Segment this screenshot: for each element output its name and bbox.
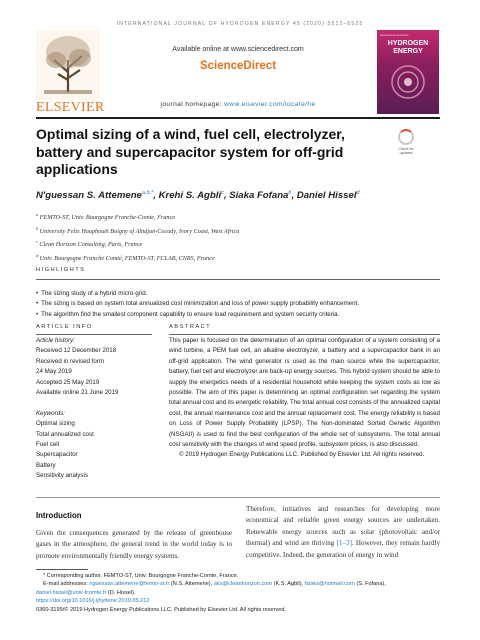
affiliation-item (36, 237, 440, 251)
journal-citation-line: INTERNATIONAL JOURNAL OF HYDROGEN ENERGY 45 (2020) 5512–5525 (116, 21, 364, 27)
elsevier-logo (36, 30, 105, 115)
introduction-heading: Introduction (36, 511, 82, 520)
article-info-heading: ARTICLE INFO (36, 324, 93, 330)
keyword-item: Supercapacitor (36, 451, 78, 459)
check-updates-icon (398, 129, 414, 145)
highlight-item: • The algorithm find the smallest component capability to ensure load requirement and system security criteria. (36, 310, 440, 320)
article-title: Optimal sizing of a wind, fuel cell, electrolyzer, battery and supercapacitor system for off-grid applications (36, 126, 345, 177)
article-info (36, 336, 146, 482)
email-owner: (K.S. Agbli), (272, 581, 305, 588)
affiliation-sup: b (36, 225, 39, 231)
affiliation-text: University Felix Houphouët Boigny of Abidjan-Cocody, Ivory Coast, West Africa (39, 227, 240, 235)
abstract-heading: ABSTRACT (169, 324, 212, 330)
keyword-item: Sensitivity analysis (36, 472, 88, 480)
homepage-label: journal homepage: (160, 101, 225, 108)
highlight-item: • The sizing is based on system total annualized cost minimization and loss of power supply probability enhancement. (36, 299, 440, 309)
affiliation-sup: c (36, 239, 38, 245)
issn-copyright: 0360-3199/© 2019 Hydrogen Energy Publications LLC. Published by Elsevier Ltd. All rights reserved. (36, 606, 287, 613)
intro-right-column (246, 504, 440, 561)
affiliation-item (36, 251, 440, 265)
body-rule (36, 497, 440, 498)
abstract-text: This paper is focused on the determination of an optimal configuration of a system consisting of a wind turbine, a PEM fuel cell, an alkaline electrolyzer, a battery and a supercapacitor bank in an off-grid application. The wind generator is used as the main source while the supercapacitor, battery, fuel cell and electrolyzer are back-up energy sources. This hybrid system should be able to supply the energetics needs of a residential household while keeping the system costs as low as possible. The aim of this paper is determining an optimal configuration set regarding the system total annual cost and its energetic reliability. The total annual cost consists of the annualized capital cost, the annual maintenance cost and the annual replacement cost. The energy reliability is based on Loss of Power Supply Probability (LPSP). The Non-dominated Sorted Genetic Algorithm (NSGAII) is used to find the best configuration of the whole set of subsystems. The total annual cost sensitivity with the changes of wind speed profile, subsystem prices, is also discussed. (169, 337, 440, 449)
journal-homepage (110, 101, 366, 108)
author-name[interactable]: N'guessan S. Attemene (36, 190, 142, 202)
highlight-item: • The sizing study of a hybrid micro-grid. (36, 289, 440, 299)
check-for-updates-badge[interactable] (392, 129, 420, 163)
author-list (36, 190, 440, 201)
author-separator: , (291, 190, 297, 202)
citation-link[interactable]: [1–3] (336, 539, 352, 548)
email-owner: (N.S. Attemene), (169, 581, 214, 588)
keywords-label: Keywords: (36, 409, 65, 417)
article-info-rule (36, 334, 152, 335)
available-online-text: Available online at www.sciencedirect.com (172, 46, 304, 53)
homepage-link[interactable]: www.elsevier.com/locate/he (224, 101, 316, 108)
affiliation-item (36, 224, 440, 238)
cover-journal-of: International Journal of (380, 33, 409, 37)
keyword-item: Total annualized cost (36, 430, 94, 438)
intro-right-text: Therefore, initiatives and researches for developing more economical and reliable green energy sources are undertaken. Renewable energy sources such as solar (photovoltaic and/or thermal) and wind are thriving (246, 505, 440, 548)
journal-cover (377, 30, 439, 114)
affiliation-text: Univ. Bourgogne Franche Comté, FEMTO-ST, FCLAB, CNRS, France (39, 255, 215, 263)
author-affil-sup[interactable]: b (288, 190, 292, 196)
history-label: Article history: (36, 337, 75, 344)
affiliation-sup: a (36, 212, 39, 217)
keyword-item: Battery (36, 461, 56, 469)
footnotes (36, 572, 440, 614)
cover-art-icon (383, 60, 433, 104)
journal-header (110, 30, 366, 114)
email-link[interactable]: aks@cleanhorizon.com (213, 581, 273, 588)
highlights-heading: HIGHLIGHTS (36, 267, 86, 273)
email-line (36, 580, 440, 588)
author-affil-sup[interactable]: c (221, 190, 224, 196)
publisher-name: ELSEVIER (36, 100, 105, 115)
history-item: Received in revised form (36, 357, 105, 365)
author-name[interactable]: Krehi S. Agbli (158, 190, 222, 202)
affiliations (36, 210, 440, 265)
intro-left-column: Given the consequences generated by the release of greenhouse gases in the atmosphere, the general trend in the world today is to promote environmentally friendly energy systems. (36, 529, 232, 560)
affiliation-text: Clean Horizon Consulting, Paris, France (39, 241, 143, 249)
author-separator: , (153, 190, 159, 202)
email-link[interactable]: daniel.hissel@univ-fcomte.fr (36, 589, 107, 596)
elsevier-tree-icon (36, 30, 100, 100)
author-name[interactable]: Siaka Fofana (229, 190, 289, 202)
history-item: Available online 21 June 2019 (36, 389, 119, 397)
header-rule (36, 117, 440, 119)
sciencedirect-logo: ScienceDirect (199, 60, 277, 72)
abstract-body (169, 336, 440, 461)
email-link[interactable]: nguessan.attemene@femto-st.fr (89, 581, 170, 588)
email-owner: (D. Hissel). (106, 589, 136, 596)
email-owner: (S. Fofana), (354, 581, 386, 588)
history-item: Accepted 25 May 2019 (36, 378, 100, 386)
history-item: Received 12 December 2018 (36, 347, 117, 355)
author-name[interactable]: Daniel Hissel (296, 190, 357, 202)
highlights-rule (36, 279, 440, 280)
email-label: E-mail addresses: (43, 581, 90, 588)
intro-right-text: . However, they remain hardly competitive. Indeed, the generation of energy in wind (246, 539, 441, 559)
author-affil-sup[interactable]: d (356, 190, 360, 196)
history-item: 24 May 2019 (36, 368, 72, 376)
author-separator: , (223, 190, 230, 202)
highlights-list (36, 289, 440, 320)
cover-title: HYDROGEN ENERGY (387, 40, 429, 55)
affiliation-text: FEMTO-ST, Univ. Bourgogne Franche-Comte, France (39, 214, 175, 222)
affiliation-sup: d (36, 252, 39, 258)
email-link[interactable]: fsiaks@hotmail.com (304, 581, 355, 588)
abstract-rule (169, 334, 440, 335)
author-affil-sup[interactable]: a,b,* (141, 190, 154, 196)
keyword-item: Fuel cell (36, 441, 60, 449)
abstract-copyright: © 2019 Hydrogen Energy Publications LLC. Published by Elsevier Ltd. All rights reserved. (179, 451, 425, 459)
affiliation-item (36, 210, 440, 224)
corresponding-author-note: * Corresponding author. FEMTO-ST, Univ. Bourgogne Franche-Comte, France. (43, 573, 239, 579)
footnote-rule (36, 569, 88, 570)
keyword-item: Optimal sizing (36, 420, 75, 428)
doi-link[interactable]: https://doi.org/10.1016/j.ijhydene.2019.05.212 (36, 598, 150, 605)
email-line (36, 589, 440, 597)
check-updates-label: Check for updates (398, 147, 414, 156)
